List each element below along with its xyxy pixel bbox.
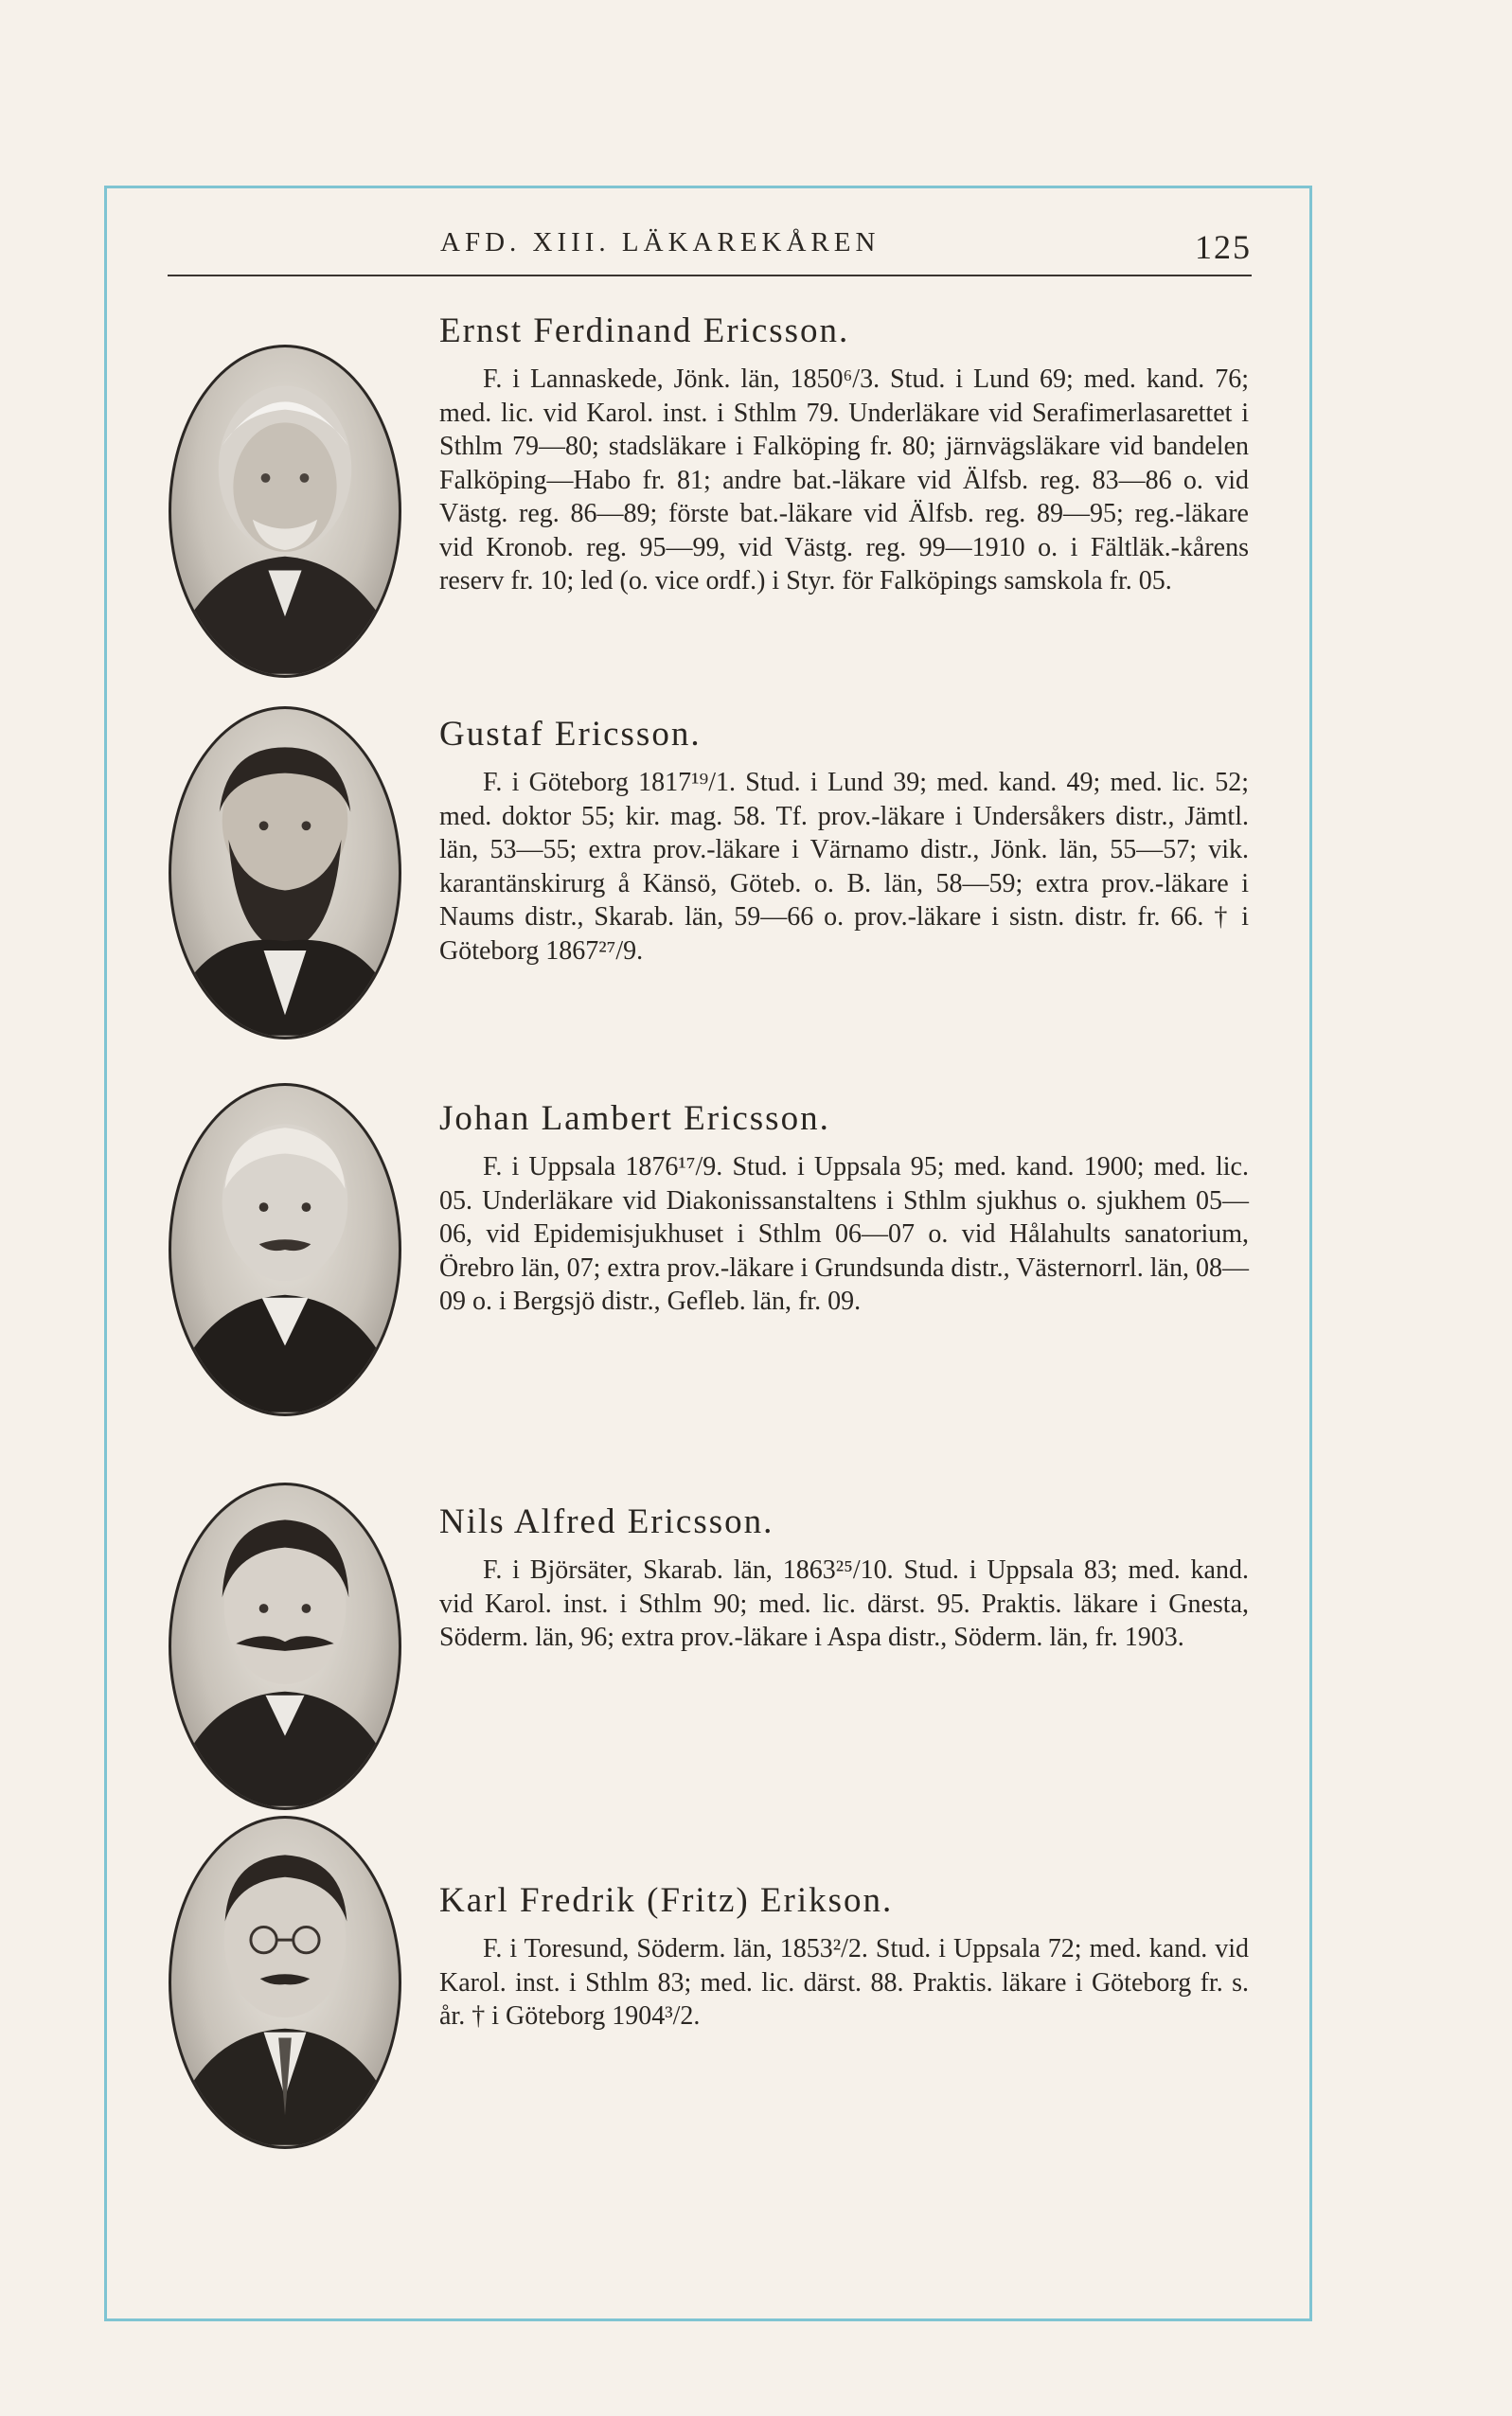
entry-biography: F. i Toresund, Söderm. län, 1853²/2. Stud. i Uppsala 72; med. kand. vid Karol. inst. i Sthlm 83; med. lic. därst. 88. Praktis. läkare i Göteborg fr. s. år. † i Göteborg 1904³/2. <box>439 1934 1249 2031</box>
portrait-nils-alfred-ericsson <box>169 1483 401 1810</box>
entry-nils-alfred-ericsson <box>439 1501 1249 1655</box>
entry-gustaf-ericsson <box>439 714 1249 968</box>
entry-biography: F. i Göteborg 1817¹⁹/1. Stud. i Lund 39; med. kand. 49; med. lic. 52; med. doktor 55; kir. mag. 58. Tf. prov.-läkare i Undersåkers distr., Jämtl. län, 53—55; extra prov.-läkare i Värnamo distr., Jönk. län, 55—57; vik. karantänskirurg å Känsö, Göteb. o. B. län, 58—59; extra prov.-läkare i Naums distr., Skarab. län, 59—66 o. prov.-läkare i sistn. distr. fr. 66. † i Göteborg 1867²⁷/9. <box>439 768 1249 966</box>
entry-name: Karl Fredrik (Fritz) Erikson. <box>439 1881 894 1920</box>
entry-name: Johan Lambert Ericsson. <box>439 1099 830 1138</box>
portrait-johan-lambert-ericsson <box>169 1083 401 1416</box>
entry-biography: F. i Uppsala 1876¹⁷/9. Stud. i Uppsala 95; med. kand. 1900; med. lic. 05. Underläkare vid Diakonissanstaltens i Sthlm sjukhus o. sjukhem 05—06, vid Epidemisjukhuset i Sthlm 06—07 o. vid Hålahults sanatorium, Örebro län, 07; extra prov.-läkare i Grundsunda distr., Västernorrl. län, 08—09 o. i Bergsjö distr., Gefleb. län, fr. 09. <box>439 1152 1249 1316</box>
portrait-gustaf-ericsson <box>169 706 401 1039</box>
entry-karl-fredrik-erikson <box>439 1880 1249 2034</box>
entry-name: Gustaf Ericsson. <box>439 715 702 754</box>
portrait-image <box>171 1819 399 2146</box>
portrait-karl-fredrik-erikson <box>169 1816 401 2149</box>
section-title: AFD. XIII. LÄKAREKÅREN <box>440 227 881 258</box>
portrait-image <box>171 347 399 675</box>
entry-biography: F. i Björsäter, Skarab. län, 1863²⁵/10. Stud. i Uppsala 83; med. kand. vid Karol. inst. i Sthlm 90; med. lic. därst. 95. Praktis. läkare i Gnesta, Söderm. län, 96; extra prov.-läkare i Aspa distr., Söderm. län, fr. 1903. <box>439 1555 1249 1652</box>
portrait-image <box>171 709 399 1037</box>
entry-johan-lambert-ericsson <box>439 1098 1249 1319</box>
page-number: 125 <box>1195 228 1252 266</box>
entry-name: Ernst Ferdinand Ericsson. <box>439 311 850 350</box>
running-header <box>168 227 1252 276</box>
entry-biography: F. i Lannaskede, Jönk. län, 1850⁶/3. Stud. i Lund 69; med. kand. 76; med. lic. vid Karol. inst. i Sthlm 79. Underläkare vid Serafimerlasarettet i Sthlm 79—80; stadsläkare i Falköping fr. 80; järnvägsläkare vid bandelen Falköping—Habo fr. 81; andre bat.-läkare vid Älfsb. reg. 83—86 o. vid Västg. reg. 86—89; förste bat.-läkare vid Älfsb. reg. 89—95; reg.-läkare vid Kronob. reg. 95—99, vid Västg. reg. 99—1910 o. i Fältläk.-kårens reserv fr. 10; led (o. vice ordf.) i Styr. för Falköpings samskola fr. 05. <box>439 364 1249 595</box>
portrait-image <box>171 1485 399 1807</box>
portrait-ernst-ferdinand-ericsson <box>169 345 401 678</box>
portrait-image <box>171 1086 399 1413</box>
entry-name: Nils Alfred Ericsson. <box>439 1502 774 1541</box>
entry-ernst-ferdinand-ericsson <box>439 311 1249 598</box>
